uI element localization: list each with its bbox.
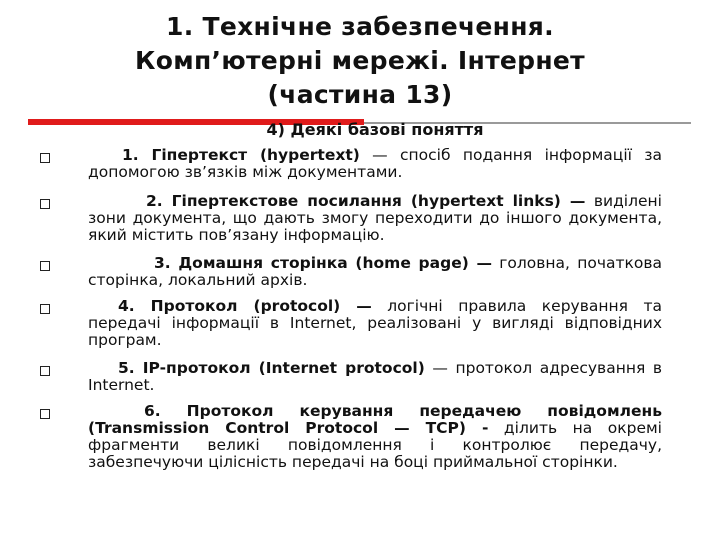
list-item — [88, 360, 662, 394]
item-text: ділить на окремі фрагменти великі повідомлення і контролює передачу, забезпечуючи цілісність передачі на боці приймальної сторінки. — [88, 419, 662, 471]
list-item — [88, 403, 662, 471]
list-item — [88, 255, 662, 289]
title-line-2: Комп’ютерні мережі. Інтернет — [135, 46, 585, 75]
list-item — [88, 193, 662, 244]
square-bullet-icon — [40, 261, 50, 271]
item-term: 5. IP-протокол (Internet protocol) — [118, 359, 425, 377]
square-bullet-icon — [40, 409, 50, 419]
title-line-3: (частина 13) — [267, 80, 453, 109]
list-item — [88, 147, 662, 181]
square-bullet-icon — [40, 366, 50, 376]
list-item — [88, 298, 662, 349]
item-text: — протокол адресування в Internet. — [88, 359, 662, 394]
item-text: логічні правила керування та передачі інформації в Internet, реалізовані у вигляді відповідних програм. — [88, 297, 662, 349]
section-subtitle: 4) Деякі базові поняття — [266, 120, 484, 139]
title-line-1: 1. Технічне забезпечення. — [166, 12, 554, 41]
item-text: головна, початкова сторінка, локальний архів. — [88, 254, 662, 289]
square-bullet-icon — [40, 304, 50, 314]
square-bullet-icon — [40, 199, 50, 209]
item-term: 6. Протокол керування передачею повідомлень (Transmission Control Protocol — TCP) - — [88, 402, 662, 437]
item-term: 1. Гіпертекст (hypertext) — [122, 146, 360, 164]
item-term: 3. Домашня сторінка (home page) — — [154, 254, 493, 272]
item-text: виділені зони документа, що дають змогу переходити до іншого документа, який містить пов’язану інформацію. — [88, 192, 662, 244]
item-term: 2. Гіпертекстове посилання (hypertext links) — — [146, 192, 586, 210]
item-text: — спосіб подання інформації за допомогою зв’язків між документами. — [88, 146, 662, 181]
item-term: 4. Протокол (protocol) — — [118, 297, 372, 315]
square-bullet-icon — [40, 153, 50, 163]
